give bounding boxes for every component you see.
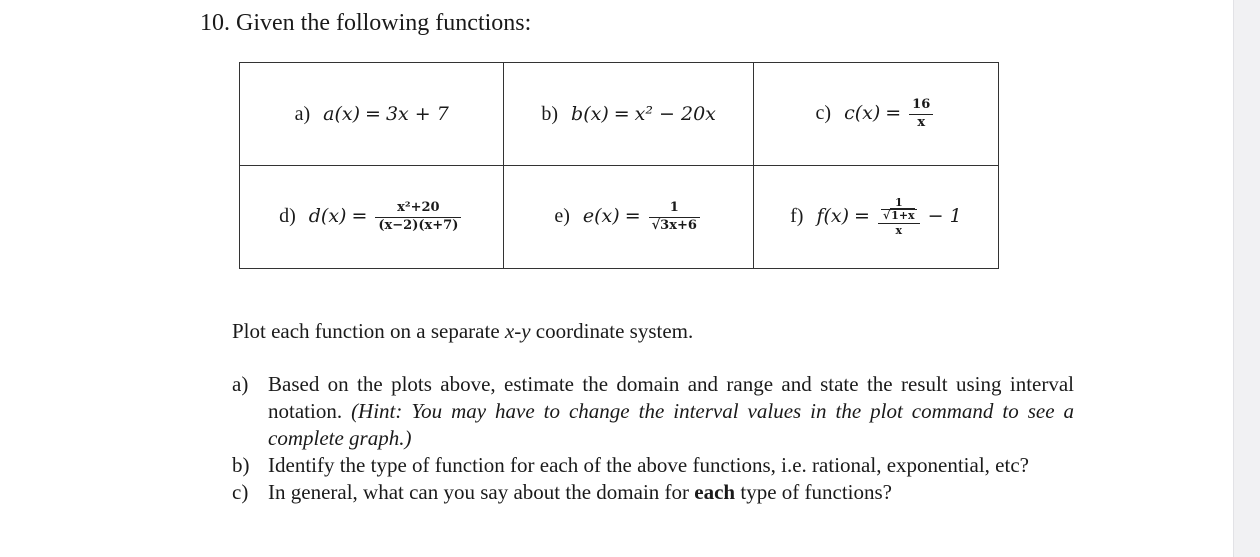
function-rhs: 3x + 7 xyxy=(385,102,449,125)
denominator: x xyxy=(917,114,926,130)
task-text xyxy=(268,479,1074,506)
function-label: f) xyxy=(790,204,804,227)
table-row xyxy=(240,166,999,269)
denominator: x xyxy=(895,223,903,237)
fraction xyxy=(878,197,920,238)
radicand: 1+x xyxy=(891,208,915,222)
equals-sign: = xyxy=(854,204,870,227)
numerator: 1 xyxy=(649,201,700,218)
list-item xyxy=(232,452,1074,479)
fraction xyxy=(649,201,700,234)
task-text xyxy=(268,371,1074,452)
task-c-bold: each xyxy=(694,480,736,504)
equals-sign: = xyxy=(624,204,641,227)
task-a-hint: (Hint: You may have to change the interval values in the plot command to see a complete graph.) xyxy=(268,399,1074,450)
instruction-pre: Plot each function on a separate xyxy=(232,319,505,343)
function-cell-b xyxy=(504,63,753,166)
task-list xyxy=(232,371,1074,506)
denominator: √3x+6 xyxy=(651,217,697,233)
task-a-text: Based on the plots above, estimate the domain and range and state the result using interval notation. xyxy=(268,372,1074,423)
function-label: c) xyxy=(815,101,832,124)
question-number: 10. xyxy=(200,10,230,36)
denominator: (x−2)(x+7) xyxy=(378,217,459,233)
function-lhs: f(x) xyxy=(816,204,850,227)
function-lhs: a(x) xyxy=(323,102,361,125)
function-cell-e xyxy=(504,166,753,269)
task-text: Identify the type of function for each of the above functions, i.e. rational, exponential, etc? xyxy=(268,453,1029,477)
task-letter: c) xyxy=(232,480,249,504)
question-heading xyxy=(200,10,531,37)
nested-fraction xyxy=(881,197,917,222)
functions-table xyxy=(239,62,999,269)
function-cell-a xyxy=(240,63,504,166)
task-c-post: type of functions? xyxy=(735,480,892,504)
question-title: Given the following functions: xyxy=(236,10,532,36)
task-c-pre: In general, what can you say about the domain for xyxy=(268,480,695,504)
function-tail: − 1 xyxy=(927,204,962,227)
equals-sign: = xyxy=(613,102,630,125)
function-cell-d xyxy=(240,166,504,269)
function-lhs: c(x) xyxy=(844,101,881,124)
equals-sign: = xyxy=(365,102,381,125)
numerator: x²+20 xyxy=(375,201,461,218)
instruction-post: coordinate system. xyxy=(530,319,694,343)
fraction xyxy=(375,201,461,234)
inner-numerator: 1 xyxy=(881,197,917,210)
table-row xyxy=(240,63,999,166)
function-lhs: e(x) xyxy=(582,204,620,227)
function-lhs: d(x) xyxy=(308,204,347,227)
function-cell-c xyxy=(753,63,998,166)
equals-sign: = xyxy=(351,204,368,227)
task-letter: a) xyxy=(232,372,249,396)
equals-sign: = xyxy=(885,101,902,124)
function-label: a) xyxy=(294,102,311,125)
instruction-xy: x-y xyxy=(504,319,531,343)
function-rhs: x² − 20x xyxy=(634,102,716,125)
instruction-text xyxy=(232,317,693,345)
numerator: 16 xyxy=(909,98,933,115)
list-item xyxy=(232,371,1074,452)
fraction xyxy=(909,98,933,131)
function-label: e) xyxy=(554,204,570,227)
page-edge xyxy=(1233,0,1260,557)
function-label: b) xyxy=(541,102,559,125)
task-letter: b) xyxy=(232,453,250,477)
numerator xyxy=(878,197,920,224)
inner-denominator: √1+x xyxy=(882,208,915,222)
function-lhs: b(x) xyxy=(571,102,609,125)
list-item xyxy=(232,479,1074,506)
function-label: d) xyxy=(279,204,296,227)
function-cell-f xyxy=(753,166,998,269)
